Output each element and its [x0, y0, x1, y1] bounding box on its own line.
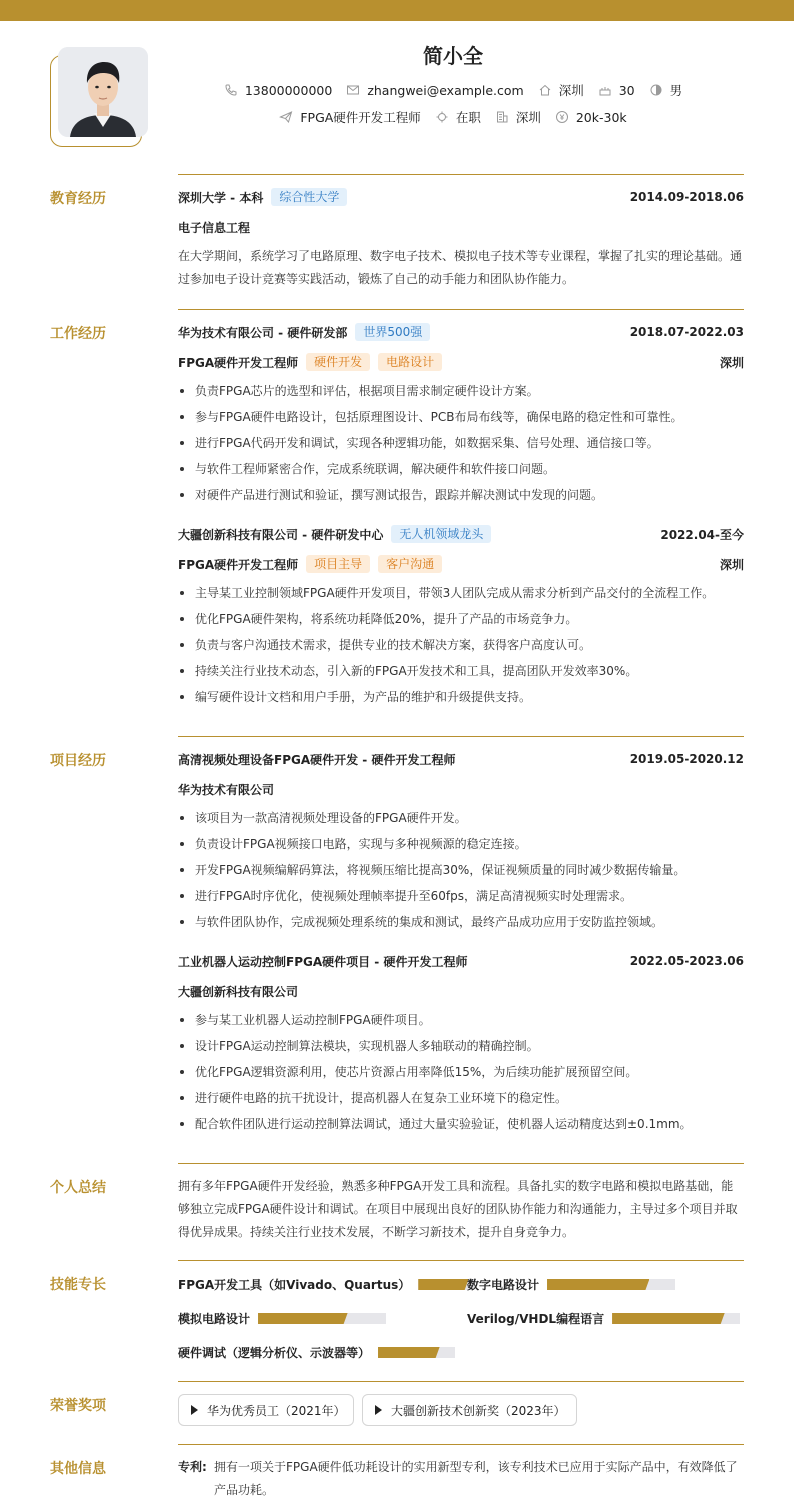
coin-icon — [555, 110, 569, 124]
project-divider — [178, 736, 744, 737]
work-divider — [178, 309, 744, 310]
work-duties — [178, 378, 744, 508]
work-header — [178, 524, 744, 544]
job-tag: 项目主导 — [306, 555, 370, 573]
summary-divider — [178, 1163, 744, 1164]
project-entry-2 — [178, 951, 744, 1137]
project-entry-1 — [178, 749, 744, 935]
work-duties — [178, 580, 744, 710]
project-title: 项目经历 — [50, 753, 106, 769]
gender-text: 男 — [669, 83, 683, 98]
skill-item — [467, 1276, 675, 1293]
list-item: 持续关注行业技术动态，引入新的FPGA开发技术和工具，提高团队开发效率30%。 — [178, 658, 744, 684]
education-date: 2014.09-2018.06 — [629, 190, 744, 204]
city-text: 深圳 — [558, 83, 584, 98]
email-text: zhangwei@example.com — [367, 82, 524, 98]
job-city: 深圳 — [719, 355, 744, 370]
list-item: 进行FPGA代码开发和调试，实现各种逻辑功能，如数据采集、信号处理、通信接口等。 — [178, 430, 744, 456]
position-item — [279, 108, 420, 126]
city-item — [538, 81, 584, 99]
company-tag: 无人机领域龙头 — [391, 525, 491, 543]
gender-icon — [649, 83, 663, 97]
honors-divider — [178, 1381, 744, 1382]
candidate-name: 简小全 — [423, 44, 483, 68]
work-date: 2022.04-至今 — [660, 527, 744, 542]
summary-title: 个人总结 — [50, 1180, 106, 1196]
skill-bar — [418, 1279, 474, 1290]
skills-title: 技能专长 — [50, 1277, 106, 1293]
work-date: 2018.07-2022.03 — [629, 325, 744, 339]
send-icon — [279, 110, 293, 124]
job-tag: 电路设计 — [378, 353, 442, 371]
project-header — [178, 749, 744, 769]
skill-bar — [547, 1279, 675, 1290]
skill-bar-fill — [547, 1279, 649, 1290]
list-item: 开发FPGA视频编解码算法，将视频压缩比提高30%，保证视频质量的同时减少数据传输量。 — [178, 857, 744, 883]
phone-text: 13800000000 — [244, 82, 333, 98]
contact-row — [0, 81, 794, 99]
email-item — [346, 83, 523, 98]
position-text: FPGA硬件开发工程师 — [300, 110, 421, 125]
top-accent-bar — [0, 0, 794, 21]
company-name: 华为技术有限公司 - 硬件研发部 — [178, 325, 348, 340]
skill-name: 硬件调试（逻辑分析仪、示波器等） — [178, 1346, 371, 1360]
school-tag: 综合性大学 — [271, 188, 347, 206]
major-row — [178, 217, 744, 237]
skill-bar — [612, 1313, 740, 1324]
list-item: 主导某工业控制领域FPGA硬件开发项目，带领3人团队完成从需求分析到产品交付的全流程工作。 — [178, 580, 744, 606]
skill-name: Verilog/VHDL编程语言 — [467, 1312, 605, 1326]
list-item: 进行硬件电路的抗干扰设计，提高机器人在复杂工业环境下的稳定性。 — [178, 1085, 744, 1111]
summary-text: 拥有多年FPGA硬件开发经验，熟悉多种FPGA开发工具和流程。具备扎实的数字电路和模拟电路基础，能够独立完成FPGA硬件设计和调试。在项目中展现出良好的团队协作能力和沟通能力，主导过多个项目并取得优异成果。持续关注行业技术发展，不断学习新技术，提升自身竞争力。 — [178, 1179, 738, 1239]
skill-item — [178, 1276, 474, 1293]
education-divider — [178, 174, 744, 175]
company-name: 大疆创新科技有限公司 - 硬件研发中心 — [178, 527, 384, 542]
education-desc: 在大学期间，系统学习了电路原理、数字电子技术、模拟电子技术等专业课程，掌握了扎实的理论基础。通过参加电子设计竞赛等实践活动，锻炼了自己的动手能力和团队协作能力。 — [178, 249, 743, 286]
patent-label: 专利: — [178, 1460, 207, 1474]
project-details — [178, 805, 744, 935]
award-card — [362, 1394, 577, 1426]
skill-bar — [258, 1313, 386, 1324]
other-divider — [178, 1444, 744, 1445]
skill-name: 模拟电路设计 — [178, 1312, 251, 1326]
phone-icon — [224, 83, 238, 97]
list-item: 负责FPGA芯片的选型和评估，根据项目需求制定硬件设计方案。 — [178, 378, 744, 404]
status-item — [435, 108, 481, 126]
skills-divider — [178, 1260, 744, 1261]
skill-bar-fill — [258, 1313, 348, 1324]
list-item: 参与FPGA硬件电路设计，包括原理图设计、PCB布局布线等，确保电路的稳定性和可靠性。 — [178, 404, 744, 430]
job-title-row — [178, 554, 744, 574]
list-item: 负责与客户沟通技术需求，提供专业的技术解决方案，获得客户高度认可。 — [178, 632, 744, 658]
age-item — [598, 83, 635, 98]
work-title: 工作经历 — [50, 326, 106, 342]
list-item: 参与某工业机器人运动控制FPGA硬件项目。 — [178, 1007, 744, 1033]
triangle-right-icon — [375, 1405, 382, 1415]
project-header — [178, 951, 744, 971]
skill-bar-fill — [418, 1279, 468, 1290]
age-text: 30 — [618, 82, 635, 98]
education-header — [178, 187, 744, 207]
job-title: FPGA硬件开发工程师 — [178, 355, 299, 370]
award-card — [178, 1394, 354, 1426]
list-item: 该项目为一款高清视频处理设备的FPGA硬件开发。 — [178, 805, 744, 831]
skill-bar-fill — [378, 1347, 440, 1358]
education-title: 教育经历 — [50, 191, 106, 207]
job-intent-row — [0, 108, 794, 126]
phone-item — [224, 83, 332, 98]
major-name: 电子信息工程 — [178, 220, 251, 235]
status-text: 在职 — [455, 110, 481, 125]
salary-item — [555, 110, 627, 125]
skill-bar-fill — [612, 1313, 725, 1324]
honors-title: 荣誉奖项 — [50, 1398, 106, 1414]
award-text: 大疆创新技术创新奖（2023年） — [391, 1403, 566, 1418]
triangle-right-icon — [191, 1405, 198, 1415]
school-name: 深圳大学 - 本科 — [178, 190, 264, 205]
target-city-text: 深圳 — [515, 110, 541, 125]
target-city-item — [495, 108, 541, 126]
building-icon — [495, 110, 509, 124]
list-item: 优化FPGA硬件架构，将系统功耗降低20%，提升了产品的市场竞争力。 — [178, 606, 744, 632]
project-name: 工业机器人运动控制FPGA硬件项目 - 硬件开发工程师 — [178, 954, 468, 969]
home-icon — [538, 83, 552, 97]
skill-name: 数字电路设计 — [467, 1278, 540, 1292]
skill-item — [467, 1310, 740, 1327]
patent-text: 拥有一项关于FPGA硬件低功耗设计的实用新型专利，该专利技术已应用于实际产品中，有效降低了产品功耗。 — [214, 1460, 738, 1497]
mail-icon — [346, 83, 360, 97]
project-date: 2022.05-2023.06 — [629, 954, 744, 968]
list-item: 进行FPGA时序优化，使视频处理帧率提升至60fps，满足高清视频实时处理需求。 — [178, 883, 744, 909]
job-tag: 客户沟通 — [378, 555, 442, 573]
list-item: 配合软件团队进行运动控制算法调试，通过大量实验验证，使机器人运动精度达到±0.1mm。 — [178, 1111, 744, 1137]
project-company-row — [178, 981, 744, 1001]
gear-icon — [435, 110, 449, 124]
list-item: 优化FPGA逻辑资源利用，使芯片资源占用率降低15%，为后续功能扩展预留空间。 — [178, 1059, 744, 1085]
work-header — [178, 322, 744, 342]
education-content — [178, 187, 744, 291]
job-tag: 硬件开发 — [306, 353, 370, 371]
project-name: 高清视频处理设备FPGA硬件开发 - 硬件开发工程师 — [178, 752, 456, 767]
gender-item — [649, 81, 683, 99]
skill-bar — [378, 1347, 455, 1358]
list-item: 负责设计FPGA视频接口电路，实现与多种视频源的稳定连接。 — [178, 831, 744, 857]
project-details — [178, 1007, 744, 1137]
project-company-row — [178, 779, 744, 799]
skill-name: FPGA开发工具（如Vivado、Quartus） — [178, 1278, 411, 1292]
list-item: 与软件团队协作，完成视频处理系统的集成和测试，最终产品成功应用于安防监控领域。 — [178, 909, 744, 935]
project-company: 华为技术有限公司 — [178, 782, 275, 797]
award-text: 华为优秀员工（2021年） — [207, 1403, 346, 1418]
list-item: 设计FPGA运动控制算法模块，实现机器人多轴联动的精确控制。 — [178, 1033, 744, 1059]
skill-item — [178, 1344, 455, 1361]
list-item: 与软件工程师紧密合作，完成系统联调，解决硬件和软件接口问题。 — [178, 456, 744, 482]
project-company: 大疆创新科技有限公司 — [178, 984, 299, 999]
other-content — [178, 1456, 744, 1502]
company-tag: 世界500强 — [355, 323, 430, 341]
list-item: 编写硬件设计文档和用户手册，为产品的维护和升级提供支持。 — [178, 684, 744, 710]
list-item: 对硬件产品进行测试和验证，撰写测试报告，跟踪并解决测试中发现的问题。 — [178, 482, 744, 508]
job-title-row — [178, 352, 744, 372]
salary-text: 20k-30k — [575, 109, 627, 125]
job-title: FPGA硬件开发工程师 — [178, 557, 299, 572]
cake-icon — [598, 83, 612, 97]
job-city: 深圳 — [719, 557, 744, 572]
other-title: 其他信息 — [50, 1461, 106, 1477]
skill-item — [178, 1310, 386, 1327]
project-date: 2019.05-2020.12 — [629, 752, 744, 766]
work-entry-2 — [178, 524, 744, 710]
work-entry-1 — [178, 322, 744, 508]
